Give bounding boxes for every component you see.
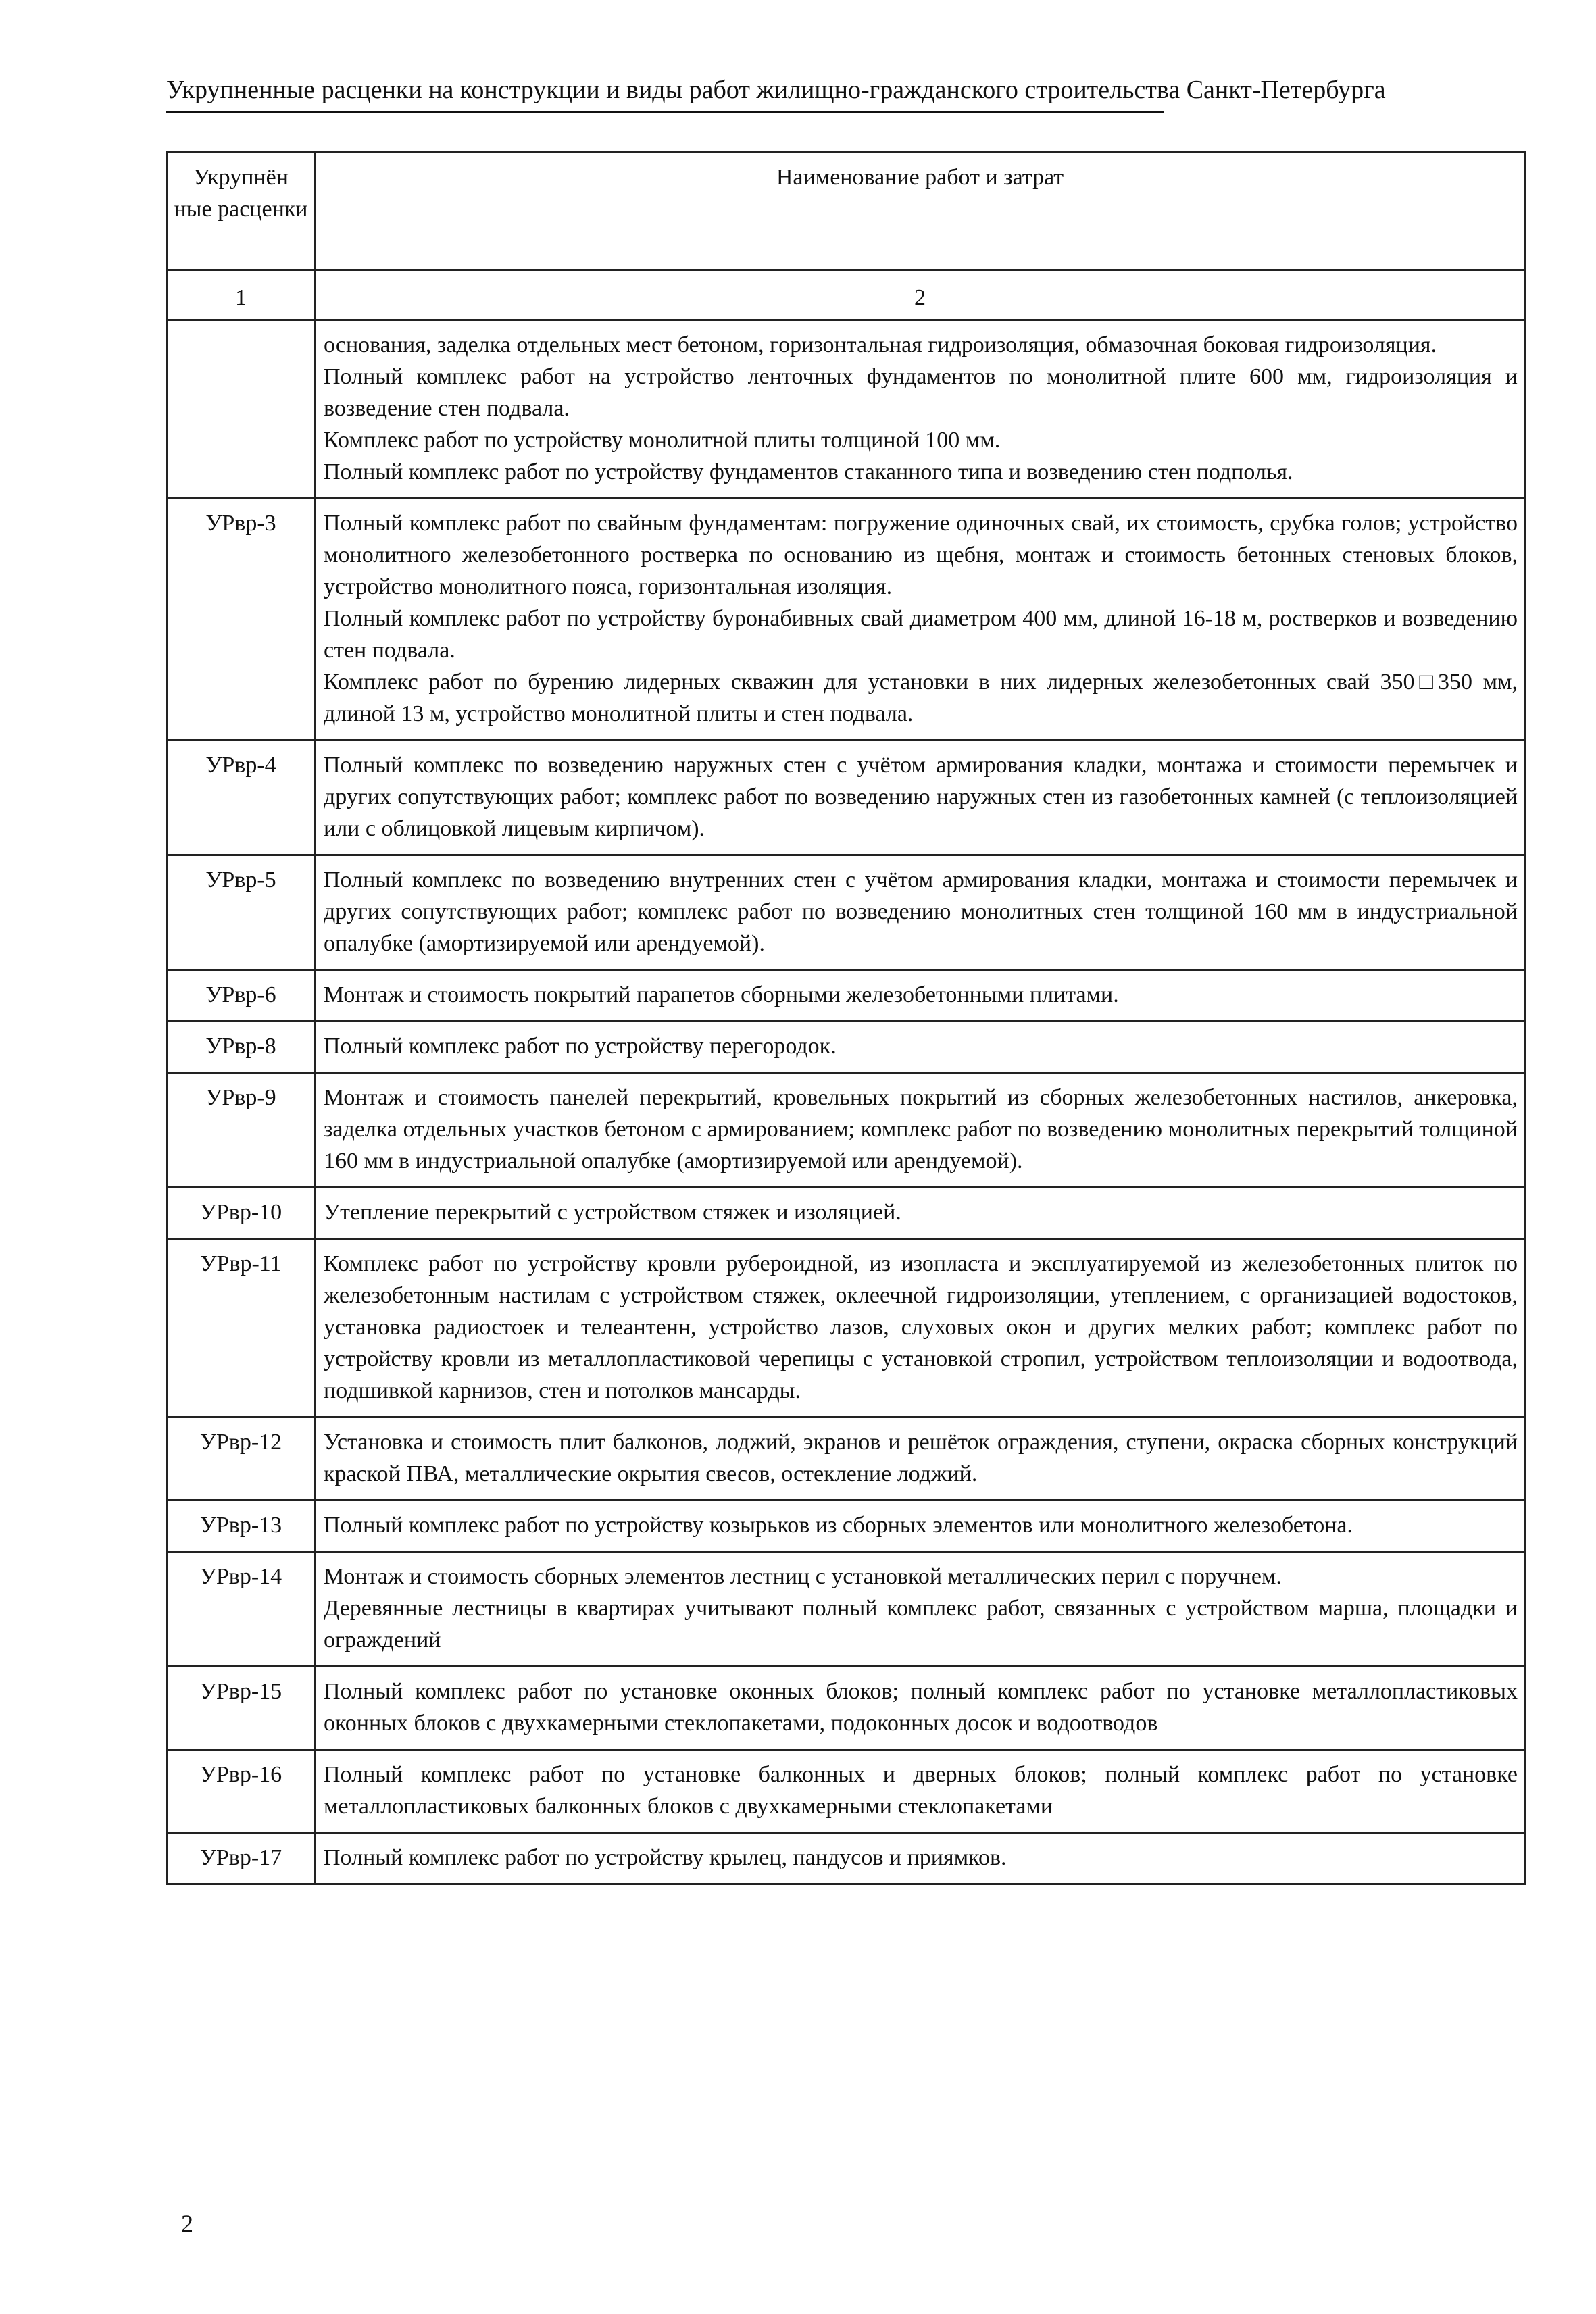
description-paragraph: Полный комплекс по возведению наружных стен с учётом армирования кладки, монтажа и стоимости перемычек и других сопутствующих работ; комплекс работ по возведению наружных стен из газобетонных камней (с теплоизоляцией или с облицовкой лицевым кирпичом). xyxy=(324,753,1518,841)
description-paragraph: Комплекс работ по устройству монолитной плиты толщиной 100 мм. xyxy=(324,428,1001,453)
rate-code: УРвр-16 xyxy=(168,1750,315,1833)
work-description xyxy=(315,499,1526,740)
work-description xyxy=(315,1417,1526,1501)
table-body xyxy=(168,320,1526,1884)
description-paragraph: Монтаж и стоимость панелей перекрытий, кровельных покрытий из сборных железобетонных настилов, анкеровка, заделка отдельных участков бетоном с армированием; комплекс работ по возведению монолитных перекрытий толщиной 160 мм в индустриальной опалубке (амортизируемой или арендуемой). xyxy=(324,1085,1518,1174)
rate-code: УРвр-13 xyxy=(168,1501,315,1552)
work-description xyxy=(315,1750,1526,1833)
page-number: 2 xyxy=(181,2210,193,2237)
table-row xyxy=(168,1239,1526,1417)
table-row xyxy=(168,740,1526,855)
rate-code: УРвр-11 xyxy=(168,1239,315,1417)
table-row xyxy=(168,855,1526,970)
rate-code: УРвр-9 xyxy=(168,1073,315,1188)
column-number-2: 2 xyxy=(315,270,1526,320)
table-row xyxy=(168,1417,1526,1501)
rate-code: УРвр-3 xyxy=(168,499,315,740)
column-header-code: Укрупнён ные расценки xyxy=(168,153,315,270)
description-paragraph: Полный комплекс работ по установке оконных блоков; полный комплекс работ по установке металлопластиковых оконных блоков с двухкамерными стеклопакетами, подоконных досок и водоотводов xyxy=(324,1679,1518,1736)
rate-code: УРвр-14 xyxy=(168,1552,315,1667)
work-description xyxy=(315,1022,1526,1073)
table-row xyxy=(168,1833,1526,1884)
description-paragraph: Полный комплекс работ по свайным фундаментам: погружение одиночных свай, их стоимость, срубка голов; устройство монолитного железобетонного ростверка по основанию из щебня, монтаж и стоимость бетонных стеновых блоков, устройство монолитного пояса, горизонтальная изоляция. xyxy=(324,511,1518,599)
description-paragraph: Полный комплекс работ по устройству крылец, пандусов и приямков. xyxy=(324,1845,1007,1870)
table-header-row xyxy=(168,153,1526,270)
rate-code: УРвр-12 xyxy=(168,1417,315,1501)
description-paragraph: Комплекс работ по устройству кровли рубероидной, из изопласта и эксплуатируемой из железобетонных плиток по железобетонным настилам с устройством стяжек, оклеечной гидроизоляции, утеплением, с организацией водостоков, установка радиостоек и телеантенн, устройство лазов, слуховых окон и других мелких работ; комплекс работ по устройству кровли из металлопластиковой черепицы с установкой стропил, устройством теплоизоляции и водоотвода, подшивкой карнизов, стен и потолков мансарды. xyxy=(324,1251,1518,1403)
work-description xyxy=(315,1239,1526,1417)
description-paragraph: Утепление перекрытий с устройством стяжек и изоляцией. xyxy=(324,1200,901,1225)
rate-code: УРвр-10 xyxy=(168,1188,315,1239)
table-row xyxy=(168,1750,1526,1833)
work-description xyxy=(315,855,1526,970)
description-paragraph: основания, заделка отдельных мест бетоном, горизонтальная гидроизоляция, обмазочная боковая гидроизоляция. xyxy=(324,332,1437,357)
work-description xyxy=(315,1188,1526,1239)
table-row xyxy=(168,320,1526,499)
rate-code: УРвр-8 xyxy=(168,1022,315,1073)
rate-code: УРвр-15 xyxy=(168,1667,315,1750)
description-paragraph: Монтаж и стоимость сборных элементов лестниц с установкой металлических перил с поручнем. xyxy=(324,1564,1282,1589)
work-description xyxy=(315,1073,1526,1188)
rate-code: УРвр-6 xyxy=(168,970,315,1022)
work-description xyxy=(315,1833,1526,1884)
column-number-row xyxy=(168,270,1526,320)
table-row xyxy=(168,1073,1526,1188)
work-description xyxy=(315,320,1526,499)
table-row xyxy=(168,1022,1526,1073)
work-description xyxy=(315,970,1526,1022)
running-header: Укрупненные расценки на конструкции и виды работ жилищно-гражданского строительства Санкт-Петербурга xyxy=(166,76,1386,104)
description-paragraph: Полный комплекс работ по устройству буронабивных свай диаметром 400 мм, длиной 16-18 м, ростверков и возведению стен подвала. xyxy=(324,606,1518,663)
table-row xyxy=(168,1667,1526,1750)
work-description xyxy=(315,740,1526,855)
work-description xyxy=(315,1501,1526,1552)
description-paragraph: Полный комплекс работ на устройство ленточных фундаментов по монолитной плите 600 мм, гидроизоляция и возведение стен подвала. xyxy=(324,364,1518,421)
description-paragraph: Полный комплекс работ по устройству фундаментов стаканного типа и возведению стен подполья. xyxy=(324,459,1293,484)
table-row xyxy=(168,1501,1526,1552)
description-paragraph: Установка и стоимость плит балконов, лоджий, экранов и решёток ограждения, ступени, окраска сборных конструкций краской ПВА, металлические окрытия свесов, остекление лоджий. xyxy=(324,1430,1518,1486)
description-paragraph: Полный комплекс работ по устройству перегородок. xyxy=(324,1034,837,1059)
column-header-description: Наименование работ и затрат xyxy=(315,153,1526,270)
rate-code: УРвр-4 xyxy=(168,740,315,855)
description-paragraph: Полный комплекс работ по установке балконных и дверных блоков; полный комплекс работ по установке металлопластиковых балконных блоков с двухкамерными стеклопакетами xyxy=(324,1762,1518,1819)
table-row xyxy=(168,970,1526,1022)
rates-table xyxy=(166,151,1526,1885)
column-number-1: 1 xyxy=(168,270,315,320)
description-paragraph: Монтаж и стоимость покрытий парапетов сборными железобетонными плитами. xyxy=(324,982,1119,1007)
rate-code: УРвр-5 xyxy=(168,855,315,970)
header-underline xyxy=(166,111,1164,113)
table-row xyxy=(168,1552,1526,1667)
table-row xyxy=(168,1188,1526,1239)
description-paragraph: Комплекс работ по бурению лидерных скважин для установки в них лидерных железобетонных свай 350□350 мм, длиной 13 м, устройство монолитной плиты и стен подвала. xyxy=(324,670,1518,726)
work-description xyxy=(315,1552,1526,1667)
rate-code: УРвр-17 xyxy=(168,1833,315,1884)
table-row xyxy=(168,499,1526,740)
work-description xyxy=(315,1667,1526,1750)
rate-code xyxy=(168,320,315,499)
description-paragraph: Полный комплекс работ по устройству козырьков из сборных элементов или монолитного железобетона. xyxy=(324,1513,1353,1538)
description-paragraph: Полный комплекс по возведению внутренних стен с учётом армирования кладки, монтажа и стоимости перемычек и других сопутствующих работ; комплекс работ по возведению монолитных стен толщиной 160 мм в индустриальной опалубке (амортизируемой или арендуемой). xyxy=(324,867,1518,956)
description-paragraph: Деревянные лестницы в квартирах учитывают полный комплекс работ, связанных с устройством марша, площадки и ограждений xyxy=(324,1596,1518,1653)
